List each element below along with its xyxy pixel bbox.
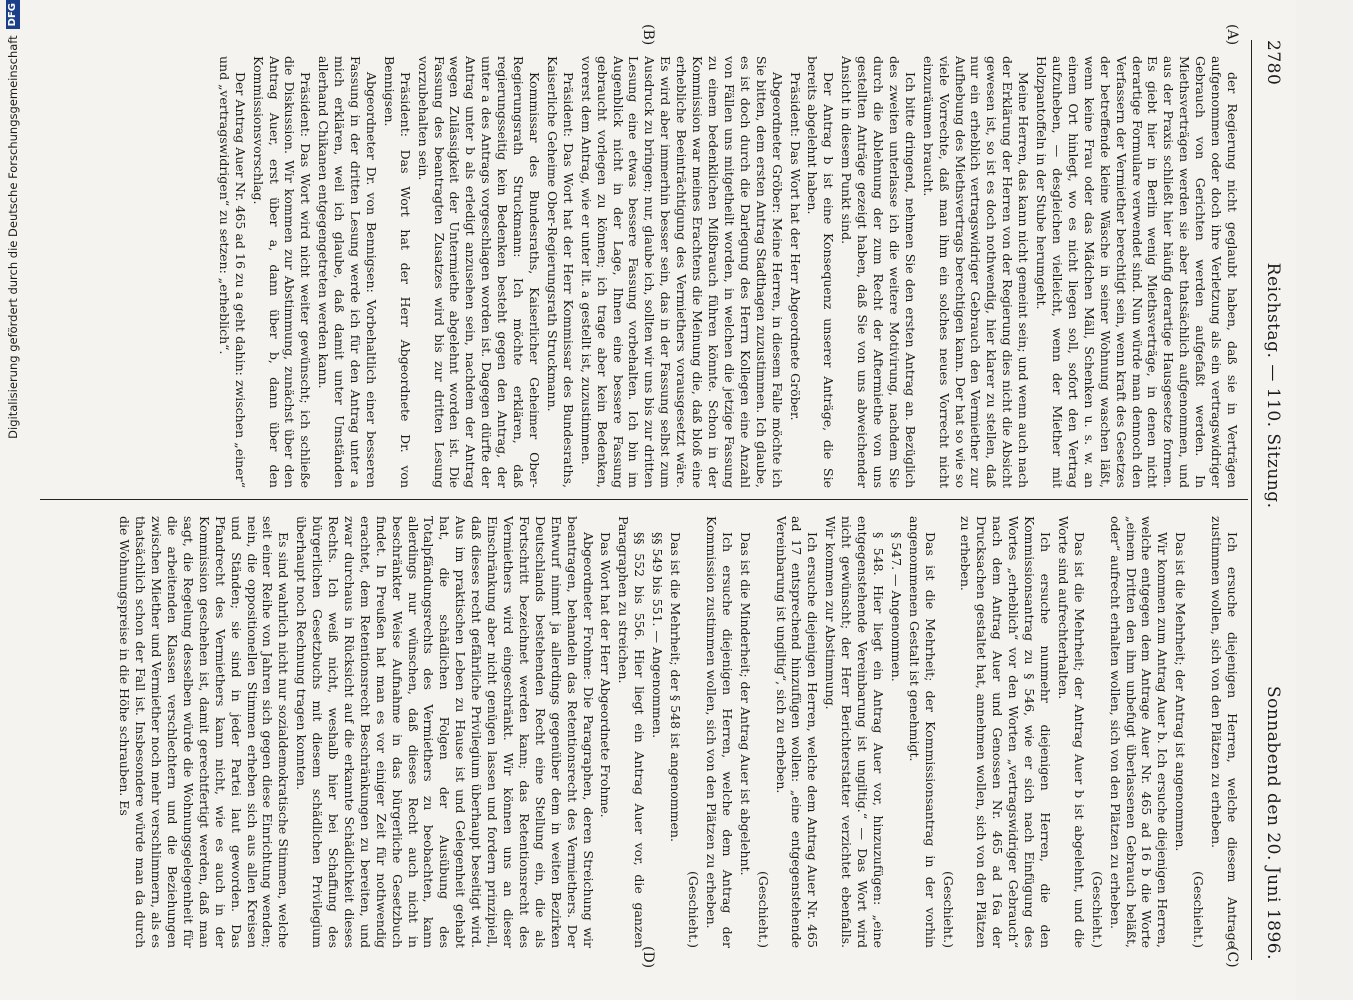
session-title: Reichstag. — 110. Sitzung. [1263, 262, 1283, 509]
paragraph: Präsident: Das Wort hat der Herr Abgeordnete Dr. von Bennigsen. [381, 56, 413, 488]
right-column [40, 516, 1240, 948]
paragraph: § 548. Hier liegt ein Antrag Auer vor, hinzuzufügen: „eine entgegenstehende Vereinbarung ist ungiltig.“ — Das Wort wird nicht gewünscht; der Herr Berichterstatter verzichtet ebenfalls. Wir kommen zur Abstimmung. [823, 516, 886, 948]
paragraph: Das ist die Mehrheit; der § 548 ist angenommen. [668, 532, 684, 842]
paragraph: (Geschieht.) [1191, 870, 1207, 948]
paragraph: Abgeordneter Gröber: Meine Herren, in diesem Falle möchte ich Sie bitten, dem ersten Antrag Stadthagen zuzustimmen. Ich glaube, es ist doch durch die Darlegung des Herrn Kollegen eine Anzahl von Fällen uns mitgetheilt worden, in welchen die jetzige Fassung zu einem bedenklichen Mißbrauch führen könnte. Schon in der Kommission war meines Erachtens die Meinung die, daß bloß eine erhebliche Beeinträchtigung des Vermiethers vorausgesetzt wäre. Es wird aber immerhin besser sein, das in der Fassung selbst zum Ausdruck zu bringen; nur, glaube ich, sollten wir uns bis zur dritten Lesung eine etwas bessere Fassung vorbehalten. Ich bin im Augenblick nicht in der Lage, Ihnen eine bessere Fassung gebraucht vorlegen zu können; ich trage aber kein Bedenken, vorerst dem Antrag, wie er unter lit. a gestellt ist, zuzustimmen. [578, 56, 785, 488]
paragraph: Präsident: Das Wort hat der Herr Abgeordnete Gröber. [787, 72, 803, 421]
paragraph: der Regierung nicht geglaubt haben, daß sie in Verträgen aufgenommen oder doch ihre Verletzung als ein vertragswidriger Gebrauch von Gerichten werden aufgefaßt werden. In Miethsverträgen werden sie aber thatsächlich aufgenommen, und aus der Praxis schließt hier häufig derartige Hausgesetze formen. Es giebt hier in Berlin wenig Miethsverträge, in denen nicht derartige Formulare verwendet sind. Nun würde man dennoch den Verfassern der Vermiether berechtigt sein, wenn kraft des Gesetzes der betreffende kleine Wäsche in seiner Wohnung waschen läßt, wenn keine Frau oder das Mädchen Mäll, Schenken u. s. w. an einem Ort hinlegt, wo es nicht liegen soll, sofort den Vertrag aufzuheben, — desgleichen vielleicht, wenn der Miether mit Holzpantoffeln in der Stube herumgeht. [1034, 56, 1240, 488]
paragraph: Es sind wahrlich nicht nur sozialdemokratische Stimmen, welche seit einer Reihe von Jahren sich gegen diese Einrichtung wenden; nein, die oppositionellen Stimmen erheben sich aus allen Kreisen und Ständen; sie sind in jeder Partei laut geworden. Das Pfandrecht des Vermiethers kann nicht, wie es auch in der Kommission geschehen ist, damit gerechtfertigt werden, daß man sagt, die Regelung desselben würde die Wohnungsgelegenheit für die arbeitenden Klassen verschlechtern und die Beziehungen zwischen Miether und Vermiether noch mehr verschlimmern, als es thatsächlich schon der Fall ist. Insbesondere würde man da durch die Wohnungspreise in die Höhe schrauben. Es [117, 516, 292, 948]
paragraph: Ich bitte dringend, nehmen Sie den ersten Antrag an. Bezüglich des zweiten unterlasse ich die weitere Motivirung, nachdem Sie durch die Ablehnung der zum Recht der Aftermiethe von uns gestellten Anträge gezeigt haben, daß Sie von uns abweichender Ansicht in diesem Punkt sind. [839, 56, 918, 488]
paragraph: § 547. — Angenommen. [888, 532, 904, 682]
paragraph: Das ist die Mehrheit; der Kommissionsantrag in der vorhin angenommenen Gestalt ist genehmigt. [906, 516, 938, 948]
paragraph: (Geschieht.) [755, 870, 771, 948]
paragraph: Ich ersuche diejenigen Herren, welche diesem Antrage zustimmen wollen, sich von den Plätzen zu erheben. [1209, 516, 1240, 948]
paragraph: Präsident: Das Wort wird nicht weiter gewünscht; ich schließe die Diskussion. Wir kommen zur Abstimmung, zunächst über den Antrag Auer, erst über a, dann über b, dann über den Kommissionsvorschlag. [250, 56, 314, 488]
paragraph: Das ist die Minderheit; der Antrag Auer ist abgelehnt. [737, 532, 753, 876]
paragraph: §§ 549 bis 551. — Angenommen. [650, 532, 666, 739]
dfg-logo: DFG [6, 0, 20, 29]
footer [2, 0, 24, 1000]
paragraph: Der Antrag Auer Nr. 465 ad 16 zu a geht dahin: zwischen „einer“ und „vertragswidrigen“ zu setzen: „erheblich“. [216, 56, 248, 488]
paragraph: Präsident: Das Wort hat der Herr Kommissar des Bundesraths, Kaiserliche Geheime Ober-Regierungsrath Struckmann. [544, 56, 576, 488]
paragraph: §§ 552 bis 556. Hier liegt ein Antrag Auer vor, die ganzen Paragraphen zu streichen. [616, 516, 648, 948]
margin-mark-a: (A) [1224, 24, 1240, 46]
paragraph: Ich ersuche diejenigen Herren, welche dem Antrag Auer Nr. 465 ad 17 entsprechend hinzufügen wollen: „eine entgegenstehende Vereinbarung ist ungiltig“, sich zu erheben. [773, 516, 821, 948]
paragraph: (Geschieht.) [686, 870, 701, 948]
page-number: 2780 [1263, 40, 1283, 86]
paragraph: Meine Herren, das kann nicht gemeint sein; und wenn auch nach der Erklärung der Herren von der Regierung dies nicht die Absicht gewesen ist, so ist es doch nothwendig, hier klarer zu stellen, daß nur ein erheblich vertragswidriger Gebrauch den Vermiether zur Aufhebung des Miethsvertrags berechtigen kann. Der hat so wie so viele Vorrechte, daß man ihm ein solches neues Vorrecht nicht einzuräumen braucht. [920, 56, 1032, 488]
session-date: Sonnabend den 20. Juni 1896. [1263, 685, 1283, 960]
left-column [40, 56, 1240, 488]
paragraph: Kommissar des Bundesraths, Kaiserlicher Geheimer Ober-Regierungsrath Struckmann: Ich möchte erklären, daß regierungsseitig kein Bedenken besteht gegen den Antrag, der unter a des Antrags vorgeschlagen worden ist. Dagegen dürfte der Antrag unter b als erledigt anzusehen sein, nachdem der Antrag wegen Zulässigkeit der Untermiethe abgelehnt worden ist. Die Fassung des beantragten Zusatzes wird bis zur dritten Lesung vorzubehalten sein. [415, 56, 543, 488]
paragraph: Ich ersuche diejenigen Herren, welche dem Antrag der Kommission zustimmen wollen, sich von den Plätzen zu erheben. [703, 516, 735, 948]
footer-text: Digitalisierung gefördert durch die Deutsche Forschungsgemeinschaft [6, 35, 20, 439]
paragraph: (Geschieht.) [1089, 870, 1105, 948]
column-divider [40, 499, 1248, 500]
header-rule [1251, 40, 1252, 960]
margin-mark-c: (C) [1224, 946, 1240, 968]
margin-mark-d: (D) [640, 946, 656, 969]
paragraph: Das ist die Mehrheit; der Antrag ist angenommen. [1173, 532, 1189, 852]
margin-mark-b: (B) [640, 24, 656, 46]
paragraph: Wir kommen zum Antrag Auer b. Ich ersuche diejenigen Herren, welche entgegen dem Antrage Auer Nr. 465 ad 16 b die Worte „einem Dritten den ihm unbefugt überlassenen Gebrauch beläßt, oder“ aufrecht erhalten wollen, sich von den Plätzen zu erheben. [1107, 516, 1171, 948]
paragraph: (Geschieht.) [940, 870, 956, 948]
paragraph: Der Antrag b ist eine Konsequenz unserer Anträge, die Sie bereits abgelehnt haben. [805, 56, 837, 488]
paragraph: Abgeordneter Dr. von Bennigsen: Vorbehaltlich einer besseren Fassung in der dritten Lesung werde ich für den Antrag unter a mich erklären, weil ich glaube, daß damit unter Umständen allerhand Chikanen entgegengetreten werden kann. [316, 56, 379, 488]
paragraph: Das ist die Mehrheit; der Antrag Auer b ist abgelehnt, und die Worte sind aufrechterhalten. [1055, 516, 1087, 948]
paragraph: Abgeordneter Frohme: Die Paragraphen, deren Streichung wir beantragen, behandeln das Retentionsrecht des Vermiethers. Der Entwurf nimmt ja allerdings gegenüber dem in weiten Bezirken Deutschlands bestehenden Recht eine Stellung ein, die als Fortschritt bezeichnet werden kann; das Retentionsrecht des Vermiethers wird eingeschränkt. Wir können uns an dieser Einschränkung aber nicht genügen lassen und fordern prinzipiell, daß dieses recht gefährliche Privilegium überhaupt beseitigt wird. Aus im praktischen Leben zu Hause ist und Gelegenheit gehabt hat, die schädlichen Folgen der Ausübung des Totalpfändungsrechts des Vermiethers zu beobachten, kann allerdings nur wünschen, daß dieses Recht auch nicht in beschränkter Weise Aufnahme in das bürgerliche Gesetzbuch findet. In Preußen hat man es vor einiger Zeit für nothwendig erachtet, dem Retentionsrecht Beschränkungen zu bereiten, und zwar durchaus in Rücksicht auf die erkannte Schädlichkeit dieses Rechts. Ich weiß nicht, weshalb hier bei Schaffung des bürgerlichen Gesetzbuchs mit diesem schädlichen Privilegium überhaupt noch Rechnung tragen konnten. [294, 516, 596, 948]
paragraph: Ich ersuche nunmehr diejenigen Herren, die den Kommissionsantrag zu § 546, wie er sich nach Einfügung des Wortes „erheblich“ vor den Worten „vertragswidriger Gebrauch“ nach dem Antrag Auer und Genossen Nr. 465 ad 16a der Drucksachen gestaltet hat, annehmen wollen, sich von den Plätzen zu erheben. [958, 516, 1054, 948]
paragraph: Das Wort hat der Herr Abgeordnete Frohme. [598, 532, 614, 818]
page-header [1256, 40, 1290, 960]
